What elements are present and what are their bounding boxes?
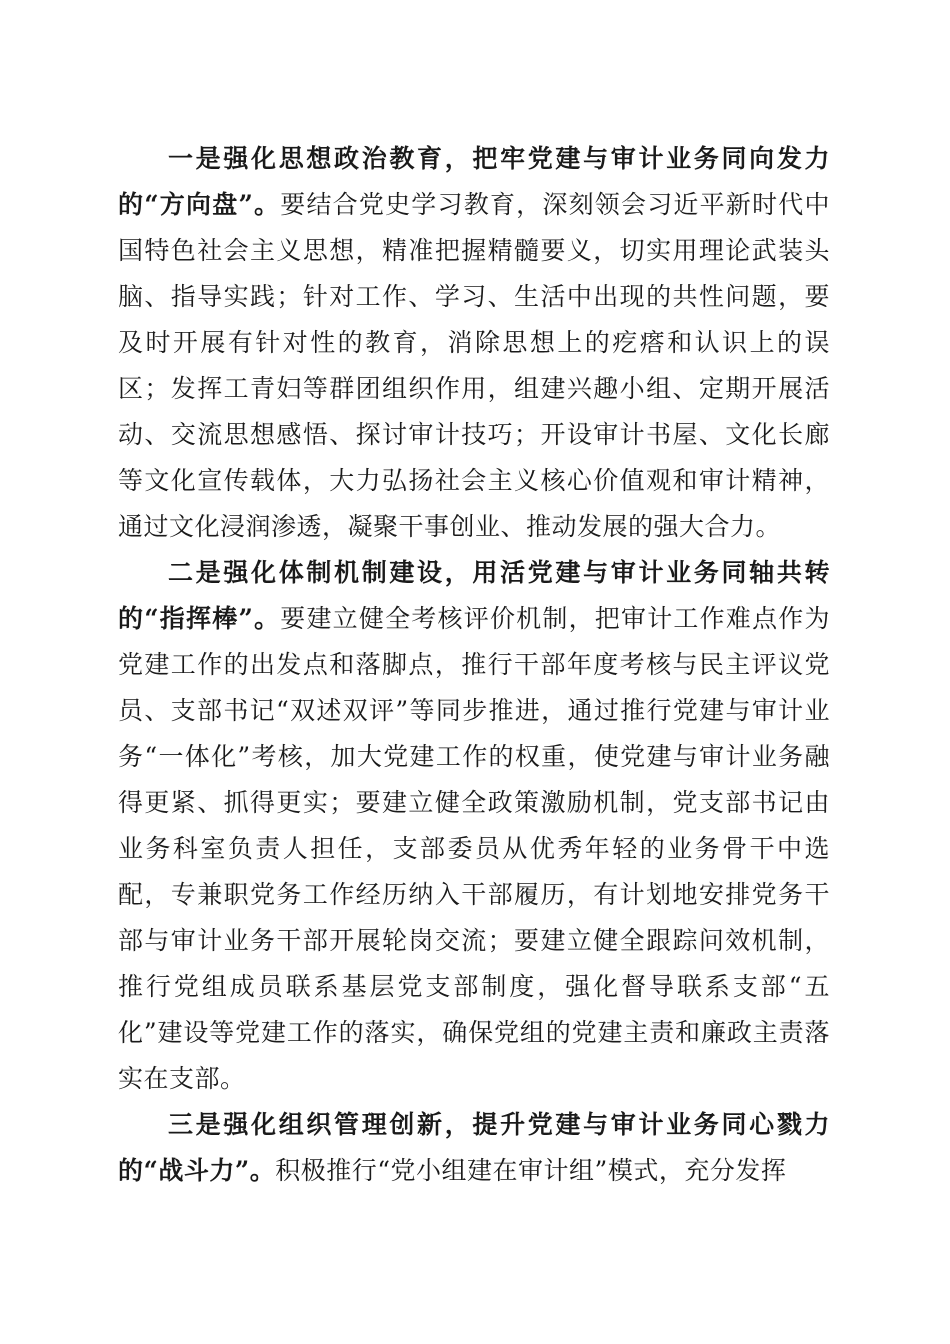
paragraph-3 — [118, 1102, 830, 1194]
paragraph-2 — [118, 550, 830, 1102]
paragraph-1-body: 要结合党史学习教育，深刻领会习近平新时代中国特色社会主义思想，精准把握精髓要义，切实用理论武装头脑、指导实践；针对工作、学习、生活中出现的共性问题，要及时开展有针对性的教育，消除思想上的疙瘩和认识上的误区；发挥工青妇等群团组织作用，组建兴趣小组、定期开展活动、交流思想感悟、探讨审计技巧；开设审计书屋、文化长廊等文化宣传载体，大力弘扬社会主义核心价值观和审计精神，通过文化浸润渗透，凝聚干事创业、推动发展的强大合力。 — [118, 190, 830, 541]
paragraph-1 — [118, 136, 830, 550]
paragraph-2-body: 要建立健全考核评价机制，把审计工作难点作为党建工作的出发点和落脚点，推行干部年度考核与民主评议党员、支部书记“双述双评”等同步推进，通过推行党建与审计业务“一体化”考核，加大党建工作的权重，使党建与审计业务融得更紧、抓得更实；要建立健全政策激励机制，党支部书记由业务科室负责人担任，支部委员从优秀年轻的业务骨干中选配，专兼职党务工作经历纳入干部履历，有计划地安排党务干部与审计业务干部开展轮岗交流；要建立健全跟踪问效机制，推行党组成员联系基层党支部制度，强化督导联系支部“五化”建设等党建工作的落实，确保党组的党建主责和廉政主责落实在支部。 — [118, 604, 830, 1093]
paragraph-3-lead: 三是强化组织管理创新，提升党建与审计业务同心戮力的“战斗力”。 — [118, 1110, 830, 1185]
paragraph-1-lead: 一是强化思想政治教育，把牢党建与审计业务同向发力的“方向盘”。 — [118, 144, 830, 219]
paragraph-3-body: 积极推行“党小组建在审计组”模式，充分发挥 — [275, 1156, 787, 1185]
paragraph-2-lead: 二是强化体制机制建设，用活党建与审计业务同轴共转的“指挥棒”。 — [118, 558, 830, 633]
document-body — [118, 136, 830, 1194]
